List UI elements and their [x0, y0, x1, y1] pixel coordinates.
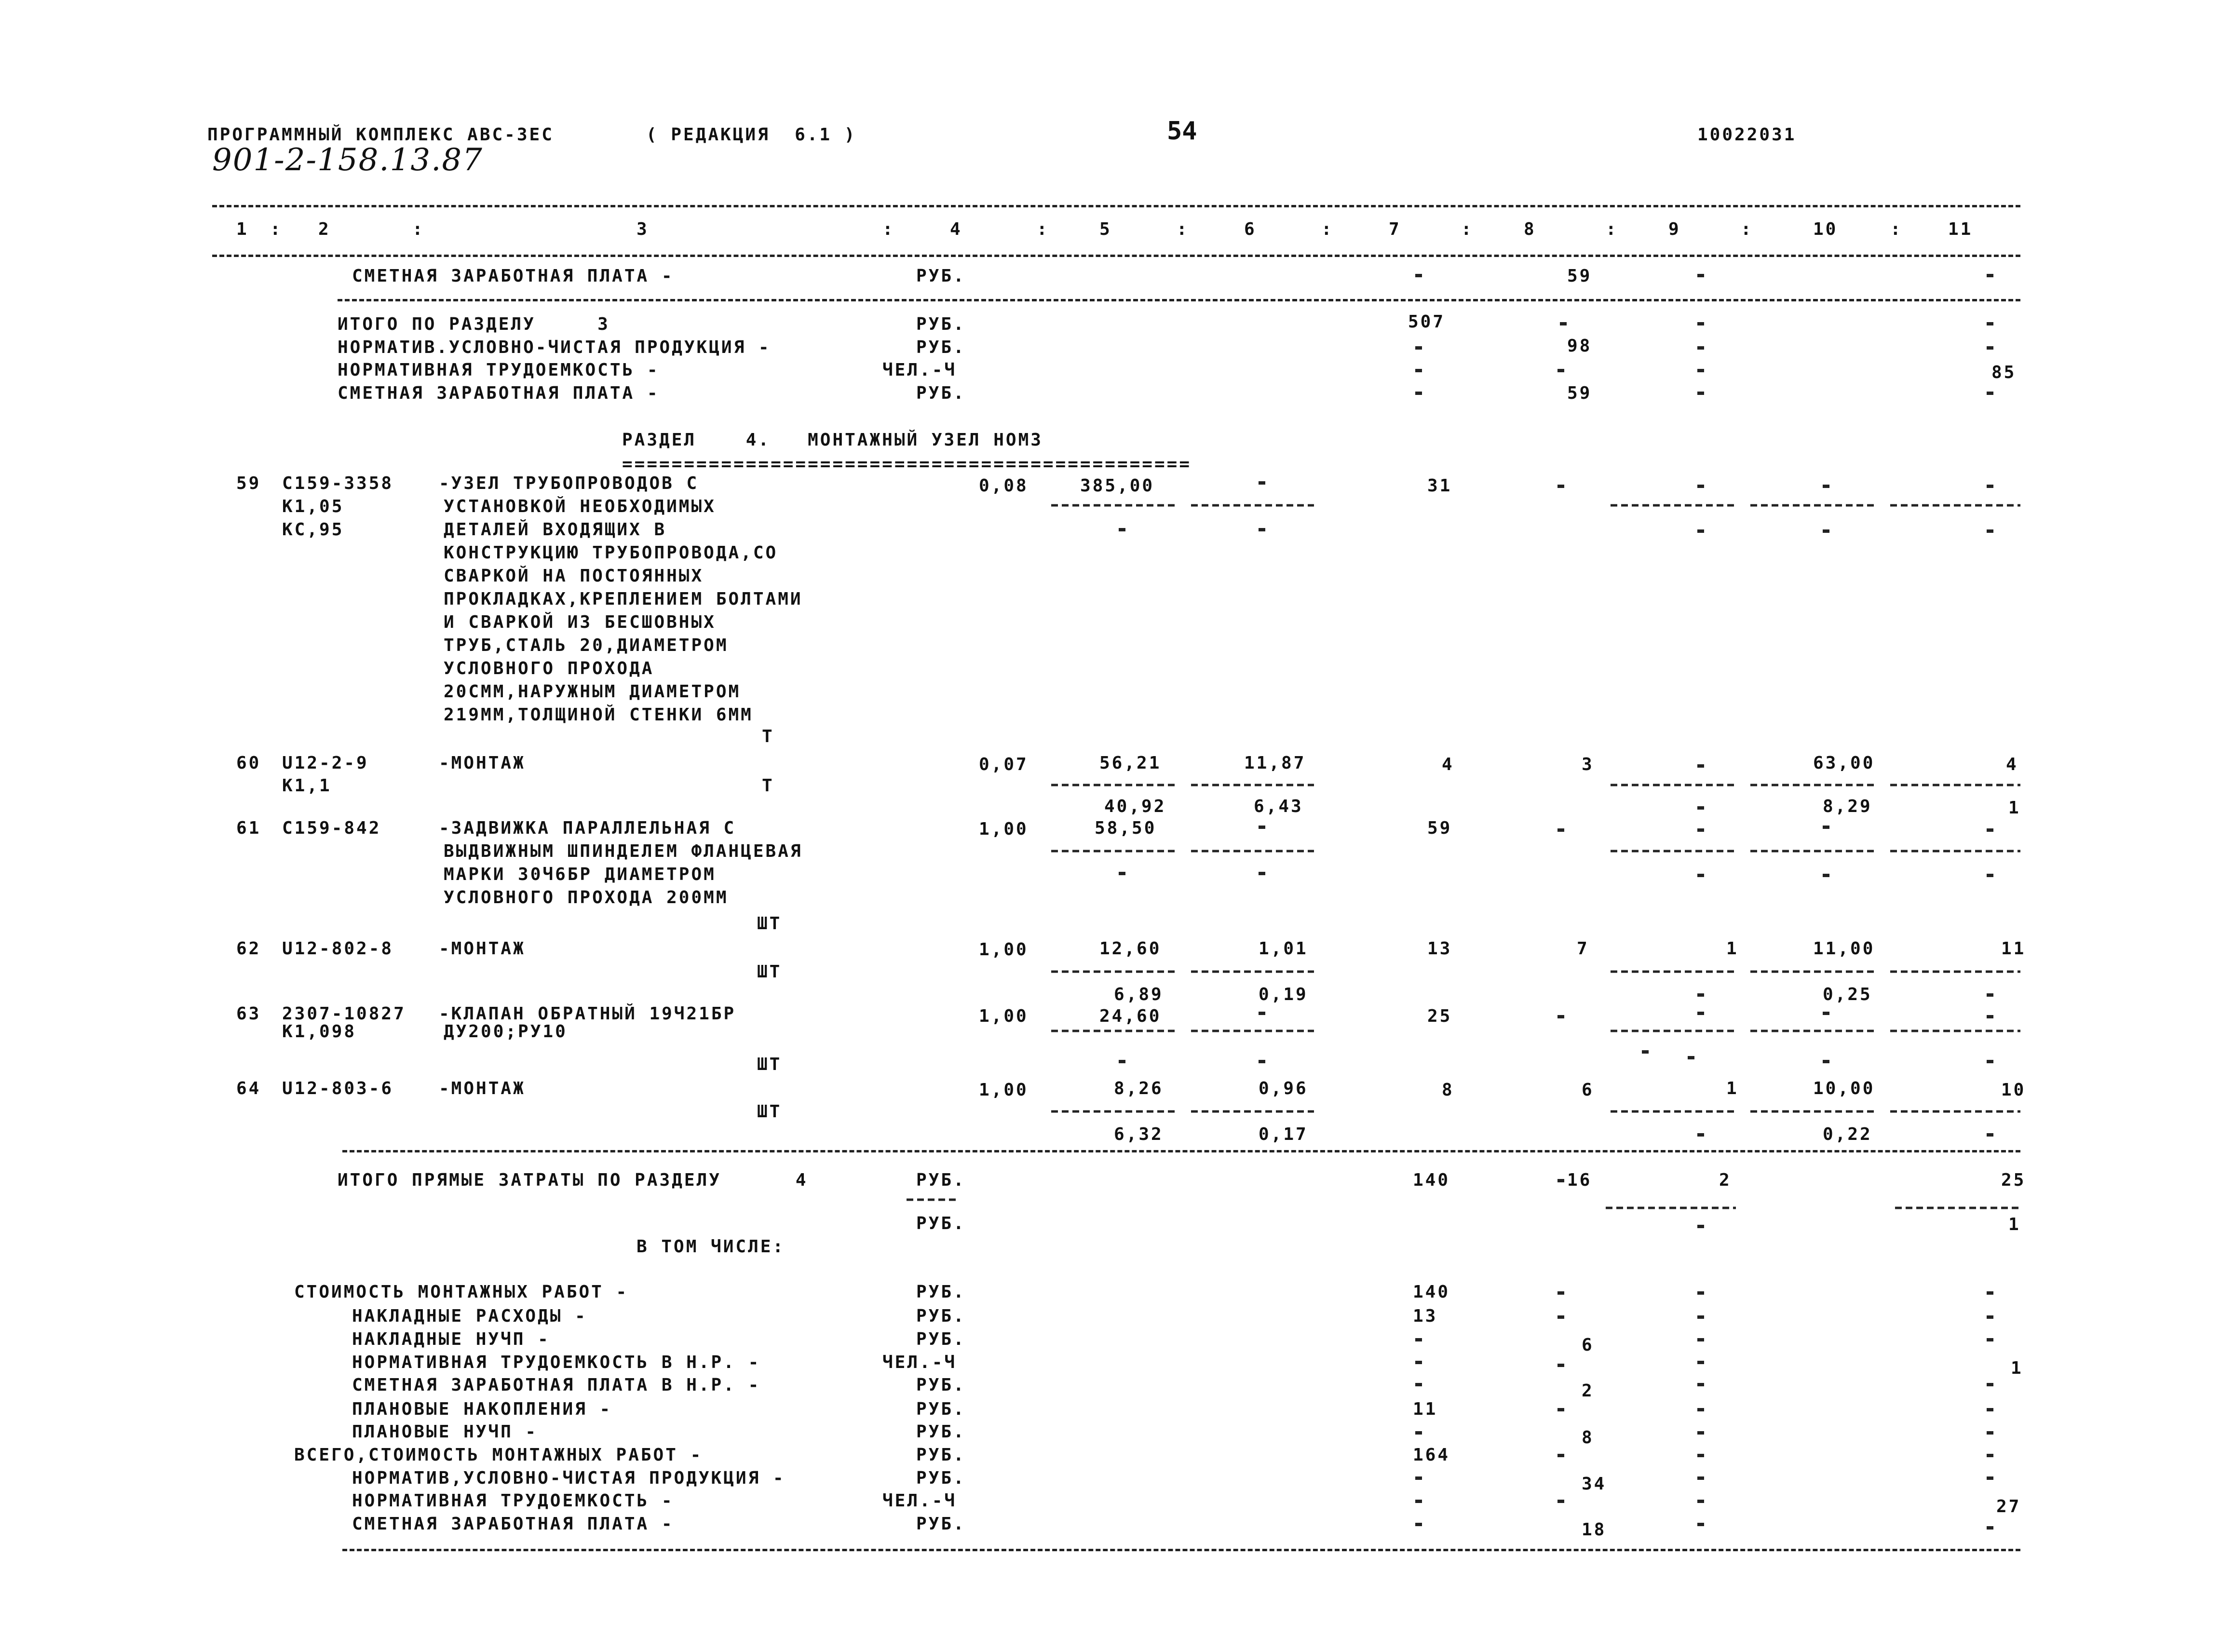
empty-value-dash	[1987, 1015, 1993, 1018]
item-64-code: U12-803-6	[282, 1079, 394, 1098]
item-62-c6b: 0,19	[1259, 985, 1308, 1004]
item-63-code: 2307-10827	[282, 1004, 406, 1024]
column-separator: :	[1606, 219, 1618, 239]
item-61-unit: ШТ	[757, 914, 782, 934]
sec3-total-unit: РУБ.	[916, 314, 966, 334]
sec3-wage-unit: РУБ.	[916, 266, 966, 286]
empty-value-dash	[1823, 826, 1829, 829]
summary-row-c8: 18	[1582, 1520, 1607, 1540]
item-63-number: 63	[236, 1004, 261, 1024]
empty-value-dash	[1987, 392, 1993, 395]
empty-value-dash	[1560, 322, 1567, 325]
item-61-description-line: МАРКИ 30Ч6БР ДИАМЕТРОМ	[444, 865, 716, 884]
empty-value-dash	[1823, 529, 1829, 533]
item-60-number: 60	[236, 753, 261, 773]
empty-value-dash	[1987, 1383, 1993, 1386]
empty-value-dash	[1557, 1315, 1564, 1319]
column-header-10: 10	[1813, 219, 1838, 239]
summary-row-unit: РУБ.	[916, 1306, 966, 1326]
empty-value-dash	[1697, 1225, 1704, 1228]
item-62-c10b: 0,25	[1823, 985, 1872, 1004]
item-63-qty: 1,00	[979, 1006, 1029, 1026]
sec3-norm-prod-unit: РУБ.	[916, 338, 966, 357]
empty-value-dash	[1987, 1476, 1993, 1480]
column-header-9: 9	[1668, 219, 1681, 239]
item-60-c8: 3	[1582, 755, 1594, 774]
empty-value-dash	[1119, 872, 1125, 875]
sec3-norm-prod-c8: 98	[1567, 336, 1592, 356]
column-header-8: 8	[1524, 219, 1536, 239]
empty-value-dash	[1557, 828, 1564, 832]
item-59-description-line: КОНСТРУКЦИЮ ТРУБОПРОВОДА,СО	[444, 543, 778, 563]
summary-row-c8: 8	[1582, 1428, 1594, 1448]
item-60-code: U12-2-9	[282, 753, 369, 773]
empty-value-dash	[1823, 1060, 1829, 1063]
empty-value-dash	[1987, 874, 1993, 877]
empty-value-dash	[1259, 1060, 1265, 1063]
summary-row-c7: 140	[1413, 1282, 1450, 1302]
empty-value-dash	[1415, 346, 1422, 350]
sec3-total-label: ИТОГО ПО РАЗДЕЛУ 3	[338, 314, 610, 334]
summary-row-unit: РУБ.	[916, 1445, 966, 1465]
item-60-k1: К1,1	[282, 776, 332, 796]
column-separator: :	[1321, 219, 1334, 239]
summary-row-label: СТОИМОСТЬ МОНТАЖНЫХ РАБОТ -	[294, 1282, 629, 1302]
summary-row-c8: 6	[1582, 1335, 1594, 1355]
empty-value-dash	[1697, 1476, 1704, 1480]
summary-row-label: ВСЕГО,СТОИМОСТЬ МОНТАЖНЫХ РАБОТ -	[294, 1445, 703, 1465]
direct-total-label: ИТОГО ПРЯМЫЕ ЗАТРАТЫ ПО РАЗДЕЛУ 4	[338, 1170, 808, 1190]
empty-value-dash	[1987, 1454, 1993, 1457]
item-61-code: С159-842	[282, 818, 381, 838]
empty-value-dash	[1987, 1060, 1993, 1063]
item-60-unit: Т	[762, 776, 774, 796]
item-61-qty: 1,00	[979, 819, 1029, 839]
empty-value-dash	[1697, 1012, 1704, 1015]
empty-value-dash	[1987, 828, 1993, 832]
empty-value-dash	[1697, 1500, 1704, 1503]
empty-value-dash	[1557, 1291, 1564, 1295]
summary-row-label: НАКЛАДНЫЕ РАСХОДЫ -	[352, 1306, 587, 1326]
item-63-k1: К1,098	[282, 1022, 357, 1042]
empty-value-dash	[1987, 274, 1993, 277]
direct-total-c8: 16	[1567, 1170, 1592, 1190]
column-header-11: 11	[1948, 219, 1973, 239]
item-64-c5b: 6,32	[1114, 1124, 1164, 1144]
empty-value-dash	[1987, 346, 1993, 350]
item-63-description-line: -КЛАПАН ОБРАТНЫЙ 19Ч21БР	[439, 1004, 736, 1024]
empty-value-dash	[1987, 1526, 1993, 1530]
item-60-c6b: 6,43	[1254, 797, 1303, 816]
summary-row-label: НАКЛАДНЫЕ НУЧП -	[352, 1329, 550, 1349]
item-62-c7: 13	[1427, 939, 1452, 959]
item-59-description-line: -УЗЕЛ ТРУБОПРОВОДОВ С	[439, 474, 699, 493]
item-62-c8: 7	[1577, 939, 1589, 959]
item-63-description-line: ДУ200;РУ10	[444, 1022, 568, 1042]
item-62-c9: 1	[1726, 939, 1739, 959]
summary-row-unit: РУБ.	[916, 1329, 966, 1349]
item-62-c5b: 6,89	[1114, 985, 1164, 1004]
summary-row-c8: 2	[1582, 1381, 1594, 1401]
item-59-k1: К1,05	[282, 497, 344, 516]
empty-value-dash	[1415, 392, 1422, 395]
item-62-code: U12-802-8	[282, 939, 394, 959]
summary-row-unit: РУБ.	[916, 1282, 966, 1302]
item-60-c7: 4	[1442, 755, 1454, 774]
item-62-desc: -МОНТАЖ	[439, 939, 526, 959]
sec3-wage2-c8: 59	[1567, 383, 1592, 403]
item-64-unit: ШТ	[757, 1102, 782, 1122]
direct-total-c9: 2	[1719, 1170, 1732, 1190]
empty-value-dash	[1987, 1291, 1993, 1295]
empty-value-dash	[1697, 764, 1704, 768]
column-header-5: 5	[1099, 219, 1112, 239]
empty-value-dash	[1688, 1056, 1694, 1059]
empty-value-dash	[1697, 485, 1704, 488]
empty-value-dash	[1823, 485, 1829, 488]
item-62-c11: 11	[2001, 939, 2026, 959]
column-header-4: 4	[950, 219, 962, 239]
summary-row-label: ПЛАНОВЫЕ НАКОПЛЕНИЯ -	[352, 1399, 612, 1419]
item-64-c7: 8	[1442, 1080, 1454, 1100]
item-59-description-line: УСТАНОВКОЙ НЕОБХОДИМЫХ	[444, 497, 716, 516]
direct-total2-unit: РУБ.	[916, 1214, 966, 1233]
summary-row-c8: 34	[1582, 1474, 1607, 1494]
empty-value-dash	[1259, 872, 1265, 875]
page-number: 54	[1167, 117, 1197, 146]
empty-value-dash	[1697, 806, 1704, 810]
empty-value-dash	[1415, 1476, 1422, 1480]
empty-value-dash	[1415, 1361, 1422, 1364]
item-60-c11b: 1	[2008, 798, 2021, 818]
column-separator: :	[1177, 219, 1189, 239]
empty-value-dash	[1259, 528, 1265, 531]
empty-value-dash	[1697, 1291, 1704, 1295]
item-64-c8: 6	[1582, 1080, 1594, 1100]
column-separator: :	[1037, 219, 1049, 239]
item-62-number: 62	[236, 939, 261, 959]
item-64-c6: 0,96	[1259, 1079, 1308, 1098]
summary-row-c11: 27	[1996, 1497, 2021, 1517]
item-64-c9: 1	[1726, 1079, 1739, 1098]
empty-value-dash	[1557, 485, 1564, 488]
empty-value-dash	[1823, 874, 1829, 877]
item-60-c10b: 8,29	[1823, 797, 1872, 816]
column-header-1: 1	[236, 219, 249, 239]
empty-value-dash	[1557, 1364, 1564, 1367]
column-header-6: 6	[1244, 219, 1257, 239]
empty-value-dash	[1119, 1060, 1125, 1063]
column-separator: :	[1890, 219, 1903, 239]
summary-row-label: СМЕТНАЯ ЗАРАБОТНАЯ ПЛАТА В Н.Р. -	[352, 1375, 761, 1395]
item-61-c7: 59	[1427, 818, 1452, 838]
sec3-wage-label: СМЕТНАЯ ЗАРАБОТНАЯ ПЛАТА -	[352, 266, 674, 286]
summary-row-unit: ЧЕЛ.-Ч	[882, 1353, 957, 1372]
empty-value-dash	[1557, 1015, 1564, 1018]
empty-value-dash	[1642, 1050, 1649, 1054]
item-59-description-line: СВАРКОЙ НА ПОСТОЯННЫХ	[444, 566, 704, 586]
empty-value-dash	[1697, 1315, 1704, 1319]
direct-total-unit: РУБ.	[916, 1170, 966, 1190]
item-63-unit: ШТ	[757, 1055, 782, 1074]
item-59-description-line: 219ММ,ТОЛЩИНОЙ СТЕНКИ 6ММ	[444, 705, 753, 725]
empty-value-dash	[1415, 1500, 1422, 1503]
empty-value-dash	[1697, 369, 1704, 372]
summary-row-label: НОРМАТИВНАЯ ТРУДОЕМКОСТЬ В Н.Р. -	[352, 1353, 761, 1372]
item-60-c10: 63,00	[1813, 753, 1875, 773]
column-separator: :	[1461, 219, 1474, 239]
item-61-description-line: -ЗАДВИЖКА ПАРАЛЛЕЛЬНАЯ С	[439, 818, 736, 838]
item-64-c6b: 0,17	[1259, 1124, 1308, 1144]
summary-row-label: ПЛАНОВЫЕ НУЧП -	[352, 1422, 538, 1442]
sec3-wage2-unit: РУБ.	[916, 383, 966, 403]
item-59-qty: 0,08	[979, 476, 1029, 496]
empty-value-dash	[1697, 828, 1704, 832]
item-61-description-line: УСЛОВНОГО ПРОХОДА 200ММ	[444, 888, 729, 907]
empty-value-dash	[1697, 274, 1704, 277]
empty-value-dash	[1987, 1133, 1993, 1137]
item-62-c6: 1,01	[1259, 939, 1308, 959]
item-59-c7: 31	[1427, 476, 1452, 496]
item-64-c10b: 0,22	[1823, 1124, 1872, 1144]
empty-value-dash	[1823, 1012, 1829, 1015]
empty-value-dash	[1415, 274, 1422, 277]
empty-value-dash	[1415, 1383, 1422, 1386]
column-header-3: 3	[637, 219, 649, 239]
item-59-description-line: УСЛОВНОГО ПРОХОДА	[444, 659, 654, 678]
item-64-c5: 8,26	[1114, 1079, 1164, 1098]
item-64-desc: -МОНТАЖ	[439, 1079, 526, 1098]
item-59-description-line: ДЕТАЛЕЙ ВХОДЯЩИХ В	[444, 520, 667, 540]
section-4-title: РАЗДЕЛ 4. МОНТАЖНЫЙ УЗЕЛ НОМ3	[622, 430, 1043, 450]
empty-value-dash	[1697, 993, 1704, 997]
sec3-norm-prod-label: НОРМАТИВ.УСЛОВНО-ЧИСТАЯ ПРОДУКЦИЯ -	[338, 338, 771, 357]
item-64-number: 64	[236, 1079, 261, 1098]
empty-value-dash	[1557, 1179, 1564, 1182]
empty-value-dash	[1697, 874, 1704, 877]
sec3-wage2-label: СМЕТНАЯ ЗАРАБОТНАЯ ПЛАТА -	[338, 383, 660, 403]
empty-value-dash	[1415, 1431, 1422, 1435]
column-header-2: 2	[318, 219, 331, 239]
empty-value-dash	[1415, 369, 1422, 372]
empty-value-dash	[1697, 1431, 1704, 1435]
empty-value-dash	[1987, 529, 1993, 533]
empty-value-dash	[1697, 1133, 1704, 1137]
empty-value-dash	[1697, 1361, 1704, 1364]
including-label: В ТОМ ЧИСЛЕ:	[637, 1237, 785, 1257]
empty-value-dash	[1557, 1408, 1564, 1411]
empty-value-dash	[1697, 346, 1704, 350]
item-62-qty: 1,00	[979, 940, 1029, 960]
column-separator: :	[882, 219, 895, 239]
summary-row-unit: РУБ.	[916, 1514, 966, 1534]
item-64-c10: 10,00	[1813, 1079, 1875, 1098]
edition-label: ( РЕДАКЦИЯ 6.1 )	[646, 125, 857, 145]
column-separator: :	[1741, 219, 1753, 239]
item-59-number: 59	[236, 474, 261, 493]
summary-row-c7: 11	[1413, 1399, 1438, 1419]
item-59-code: С159-3358	[282, 474, 394, 493]
empty-value-dash	[1987, 1315, 1993, 1319]
item-60-c6: 11,87	[1244, 753, 1306, 773]
sec3-norm-labor-unit: ЧЕЛ.-Ч	[882, 360, 957, 380]
direct-total-c7: 140	[1413, 1170, 1450, 1190]
item-60-desc: -МОНТАЖ	[439, 753, 526, 773]
summary-row-c7: 13	[1413, 1306, 1438, 1326]
empty-value-dash	[1697, 1523, 1704, 1526]
item-62-c5: 12,60	[1099, 939, 1162, 959]
summary-row-unit: РУБ.	[916, 1468, 966, 1488]
item-59-c5: 385,00	[1080, 476, 1155, 496]
item-59-description-line: ТРУБ,СТАЛЬ 20,ДИАМЕТРОМ	[444, 636, 729, 655]
summary-row-unit: РУБ.	[916, 1399, 966, 1419]
empty-value-dash	[1697, 529, 1704, 533]
item-61-number: 61	[236, 818, 261, 838]
summary-row-unit: РУБ.	[916, 1422, 966, 1442]
direct-total-c11: 25	[2001, 1170, 2026, 1190]
handwritten-reference: 901-2-158.13.87	[212, 142, 483, 178]
summary-row-unit: РУБ.	[916, 1375, 966, 1395]
empty-value-dash	[1697, 1383, 1704, 1386]
empty-value-dash	[1259, 1012, 1265, 1015]
summary-row-label: СМЕТНАЯ ЗАРАБОТНАЯ ПЛАТА -	[352, 1514, 674, 1534]
empty-value-dash	[1415, 1523, 1422, 1526]
empty-value-dash	[1697, 322, 1704, 325]
item-62-c10: 11,00	[1813, 939, 1875, 959]
empty-value-dash	[1557, 369, 1564, 372]
document-code: 10022031	[1697, 125, 1797, 145]
summary-row-label: НОРМАТИВНАЯ ТРУДОЕМКОСТЬ -	[352, 1491, 674, 1511]
empty-value-dash	[1697, 392, 1704, 395]
empty-value-dash	[1557, 1454, 1564, 1457]
empty-value-dash	[1557, 1500, 1564, 1503]
empty-value-dash	[1987, 1408, 1993, 1411]
item-59-description-line: И СВАРКОЙ ИЗ БЕСШОВНЫХ	[444, 612, 716, 632]
sec3-norm-labor-c11: 85	[1991, 363, 2017, 382]
sec3-norm-labor-label: НОРМАТИВНАЯ ТРУДОЕМКОСТЬ -	[338, 360, 660, 380]
empty-value-dash	[1259, 826, 1265, 829]
empty-value-dash	[1987, 485, 1993, 488]
empty-value-dash	[1987, 1338, 1993, 1341]
empty-value-dash	[1987, 1431, 1993, 1435]
column-header-7: 7	[1389, 219, 1401, 239]
direct-total2-c11: 1	[2008, 1215, 2021, 1234]
item-60-qty: 0,07	[979, 755, 1029, 774]
sec3-wage-c8: 59	[1567, 266, 1592, 286]
summary-row-unit: ЧЕЛ.-Ч	[882, 1491, 957, 1511]
section-4-underline: ==============================================	[622, 454, 1192, 474]
item-59-description-line: 20СММ,НАРУЖНЫМ ДИАМЕТРОМ	[444, 682, 741, 702]
item-60-c5: 56,21	[1099, 753, 1162, 773]
empty-value-dash	[1697, 1454, 1704, 1457]
item-59-unit: Т	[762, 727, 774, 746]
empty-value-dash	[1987, 322, 1993, 325]
item-60-c11: 4	[2006, 755, 2018, 774]
sec3-total-c7: 507	[1408, 312, 1446, 332]
empty-value-dash	[1697, 1338, 1704, 1341]
item-60-c5b: 40,92	[1104, 797, 1166, 816]
item-59-k2: КС,95	[282, 520, 344, 540]
empty-value-dash	[1259, 481, 1265, 485]
item-63-c5: 24,60	[1099, 1006, 1162, 1026]
item-61-description-line: ВЫДВИЖНЫМ ШПИНДЕЛЕМ ФЛАНЦЕВАЯ	[444, 841, 803, 861]
empty-value-dash	[1697, 1408, 1704, 1411]
empty-value-dash	[1119, 528, 1125, 531]
item-64-qty: 1,00	[979, 1080, 1029, 1100]
program-title: ПРОГРАММНЫЙ КОМПЛЕКС АВС-3ЕС	[207, 125, 554, 145]
column-separator: :	[270, 219, 283, 239]
empty-value-dash	[1415, 1338, 1422, 1341]
item-62-unit: ШТ	[757, 962, 782, 982]
summary-row-c7: 164	[1413, 1445, 1450, 1465]
item-63-c7: 25	[1427, 1006, 1452, 1026]
item-64-c11: 10	[2001, 1080, 2026, 1100]
item-59-description-line: ПРОКЛАДКАХ,КРЕПЛЕНИЕМ БОЛТАМИ	[444, 589, 803, 609]
item-61-c5: 58,50	[1095, 818, 1157, 838]
summary-row-label: НОРМАТИВ,УСЛОВНО-ЧИСТАЯ ПРОДУКЦИЯ -	[352, 1468, 785, 1488]
column-separator: :	[412, 219, 425, 239]
summary-row-c11: 1	[2011, 1358, 2023, 1378]
empty-value-dash	[1987, 993, 1993, 997]
